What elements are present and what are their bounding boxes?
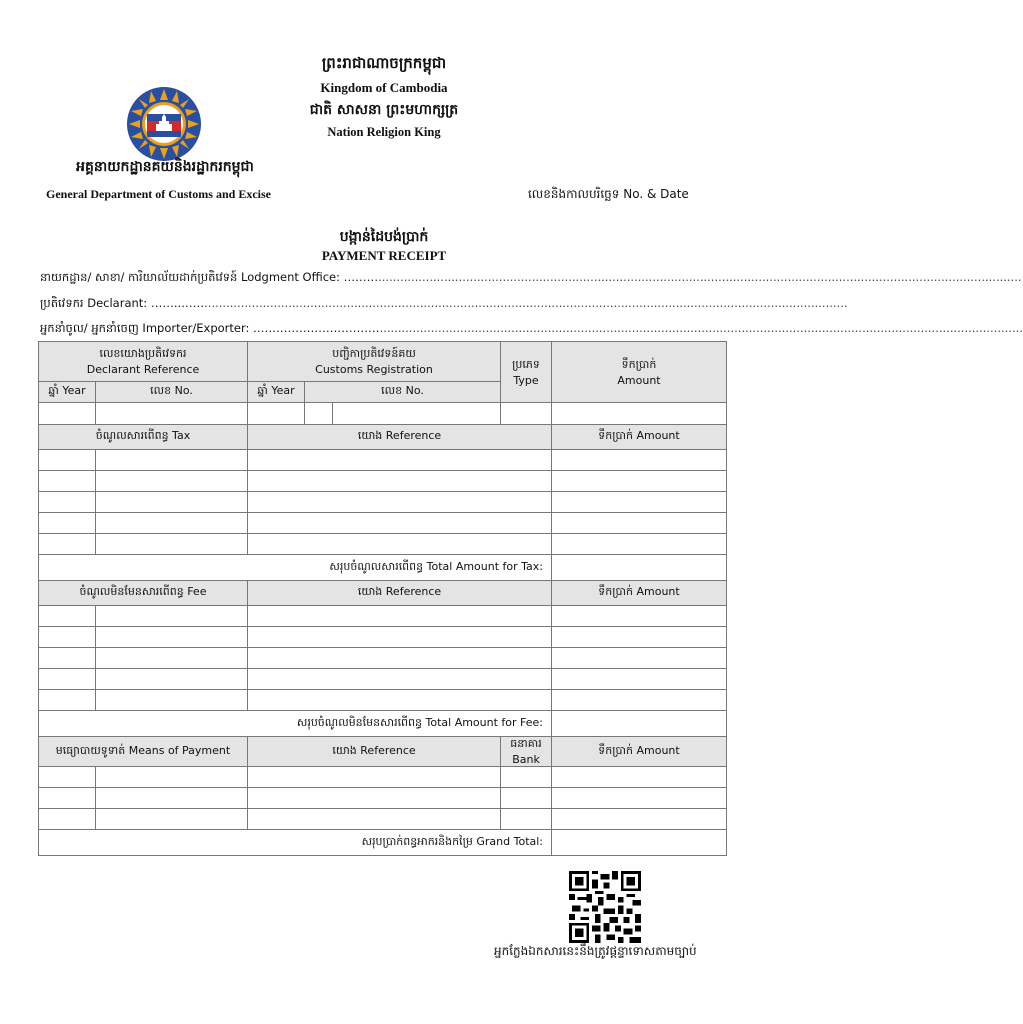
payment-row-detail[interactable] bbox=[96, 767, 248, 788]
means-of-payment-header: មធ្យោបាយទូទាត់ Means of Payment bbox=[39, 737, 248, 767]
tax-row-reference[interactable] bbox=[248, 492, 552, 513]
fee-row-amount[interactable] bbox=[552, 669, 727, 690]
tax-reference-header: យោង Reference bbox=[248, 425, 552, 450]
fee-amount-header: ទឹកប្រាក់ Amount bbox=[552, 581, 727, 606]
lodgment-office-label: នាយកដ្ឋាន/ សាខា/ ការិយាល័យដាក់ប្រតិវេទន៍ Lodgment Office: ……… bbox=[40, 270, 379, 284]
receipt-title-khmer: បង្កាន់ដៃបង់ប្រាក់ bbox=[339, 229, 429, 245]
motto-khmer: ជាតិ សាសនា ព្រះមហាក្សត្រ bbox=[309, 102, 459, 118]
payment-row-bank[interactable] bbox=[501, 809, 552, 830]
payment-row-reference[interactable] bbox=[248, 788, 501, 809]
registration-number-header: លេខ No. bbox=[305, 382, 501, 403]
fee-row-reference[interactable] bbox=[248, 627, 552, 648]
fee-row-reference[interactable] bbox=[248, 606, 552, 627]
registration-number-cell-b[interactable] bbox=[333, 403, 501, 425]
motto-english: Nation Religion King bbox=[327, 125, 441, 139]
fee-row-name[interactable] bbox=[96, 669, 248, 690]
declarant-dots: ................................................................................................................................................................................ bbox=[204, 296, 848, 310]
payment-row-reference[interactable] bbox=[248, 767, 501, 788]
amount-cell[interactable] bbox=[552, 403, 727, 425]
fee-header: ចំណូលមិនមែនសារពើពន្ធ Fee bbox=[39, 581, 248, 606]
declarant-reference-khmer: លេខយោងប្រតិវេទករ bbox=[99, 347, 187, 360]
tax-row-code[interactable] bbox=[39, 492, 96, 513]
tax-row-name[interactable] bbox=[96, 492, 248, 513]
number-and-date-label: លេខនិងកាលបរិច្ឆេទ No. & Date bbox=[528, 187, 689, 201]
department-name-english: General Department of Customs and Excise bbox=[46, 187, 271, 201]
importer-exporter-field[interactable] bbox=[40, 321, 1023, 338]
payment-row-amount[interactable] bbox=[552, 788, 727, 809]
fee-row-code[interactable] bbox=[39, 690, 96, 711]
receipt-title-english: PAYMENT RECEIPT bbox=[321, 248, 447, 263]
fee-row-reference[interactable] bbox=[248, 690, 552, 711]
payment-row-bank[interactable] bbox=[501, 767, 552, 788]
tax-row-code[interactable] bbox=[39, 513, 96, 534]
fee-row-code[interactable] bbox=[39, 648, 96, 669]
fee-row-code[interactable] bbox=[39, 669, 96, 690]
tax-row-code[interactable] bbox=[39, 471, 96, 492]
amount-header bbox=[552, 342, 727, 403]
bank-header: ធនាគារ Bank bbox=[501, 737, 552, 767]
payment-row-method[interactable] bbox=[39, 788, 96, 809]
grand-total-label: សរុបប្រាក់ពន្ធអាករនិងកម្រៃ Grand Total: bbox=[39, 830, 552, 856]
declarant-reference-english: Declarant Reference bbox=[86, 363, 200, 376]
type-cell[interactable] bbox=[501, 403, 552, 425]
tax-row-amount[interactable] bbox=[552, 492, 727, 513]
fee-row-amount[interactable] bbox=[552, 627, 727, 648]
tax-header: ចំណូលសារពើពន្ធ Tax bbox=[39, 425, 248, 450]
total-tax-label: សរុបចំណូលសារពើពន្ធ Total Amount for Tax: bbox=[39, 555, 552, 581]
grand-total-value[interactable] bbox=[552, 830, 727, 856]
customs-registration-header bbox=[248, 342, 501, 382]
type-header bbox=[501, 342, 552, 403]
tax-row-name[interactable] bbox=[96, 471, 248, 492]
payment-row-bank[interactable] bbox=[501, 788, 552, 809]
kingdom-title-english: Kingdom of Cambodia bbox=[320, 80, 448, 95]
payment-reference-header: យោង Reference bbox=[248, 737, 501, 767]
declarant-number-header: លេខ No. bbox=[96, 382, 248, 403]
declarant-number-cell[interactable] bbox=[96, 403, 248, 425]
qr-code-icon bbox=[569, 871, 641, 943]
tax-row-name[interactable] bbox=[96, 513, 248, 534]
fee-row-reference[interactable] bbox=[248, 669, 552, 690]
total-fee-label: សរុបចំណូលមិនមែនសារពើពន្ធ Total Amount for Fee: bbox=[39, 711, 552, 737]
fee-row-name[interactable] bbox=[96, 627, 248, 648]
importer-exporter-dots: ................................................................................................................................................................................ bbox=[379, 321, 1023, 335]
payment-row-method[interactable] bbox=[39, 809, 96, 830]
registration-year-header: ឆ្នាំ Year bbox=[248, 382, 305, 403]
registration-year-cell[interactable] bbox=[248, 403, 305, 425]
total-fee-value[interactable] bbox=[552, 711, 727, 737]
fee-reference-header: យោង Reference bbox=[248, 581, 552, 606]
fee-row-amount[interactable] bbox=[552, 690, 727, 711]
declarant-field[interactable] bbox=[40, 296, 848, 313]
tax-row-amount[interactable] bbox=[552, 513, 727, 534]
payment-receipt-table bbox=[38, 341, 727, 856]
tax-row-reference[interactable] bbox=[248, 513, 552, 534]
payment-row-amount[interactable] bbox=[552, 809, 727, 830]
declarant-year-cell[interactable] bbox=[39, 403, 96, 425]
tax-row-amount[interactable] bbox=[552, 450, 727, 471]
declarant-reference-header bbox=[39, 342, 248, 382]
lodgment-office-field[interactable] bbox=[40, 270, 1022, 287]
amount-khmer: ទឹកប្រាក់ bbox=[621, 357, 657, 371]
fee-row-code[interactable] bbox=[39, 606, 96, 627]
tax-row-reference[interactable] bbox=[248, 534, 552, 555]
payment-amount-header: ទឹកប្រាក់ Amount bbox=[552, 737, 727, 767]
payment-row-method[interactable] bbox=[39, 767, 96, 788]
tax-amount-header: ទឹកប្រាក់ Amount bbox=[552, 425, 727, 450]
tax-row-name[interactable] bbox=[96, 450, 248, 471]
fee-row-name[interactable] bbox=[96, 690, 248, 711]
payment-row-detail[interactable] bbox=[96, 788, 248, 809]
declarant-label: ប្រតិវេទករ Declarant: ……..…… bbox=[40, 296, 205, 310]
tax-row-amount[interactable] bbox=[552, 534, 727, 555]
importer-exporter-label: អ្នកនាំចូល/ អ្នកនាំចេញ Importer/Exporter: …………………………… bbox=[40, 321, 380, 335]
customs-registration-khmer: បញ្ជិកាប្រតិវេទន៍គយ bbox=[332, 347, 416, 360]
registration-number-cell-a[interactable] bbox=[305, 403, 333, 425]
type-khmer: ប្រភេទ bbox=[512, 357, 540, 371]
payment-row-reference[interactable] bbox=[248, 809, 501, 830]
tax-row-reference[interactable] bbox=[248, 471, 552, 492]
tax-row-reference[interactable] bbox=[248, 450, 552, 471]
customs-logo bbox=[126, 86, 202, 162]
department-name-khmer: អគ្គនាយកដ្ឋានគយនិងរដ្ឋាករកម្ពុជា bbox=[76, 159, 254, 175]
fee-row-code[interactable] bbox=[39, 627, 96, 648]
customs-registration-english: Customs Registration bbox=[315, 363, 433, 376]
total-tax-value[interactable] bbox=[552, 555, 727, 581]
tax-row-amount[interactable] bbox=[552, 471, 727, 492]
fee-row-reference[interactable] bbox=[248, 648, 552, 669]
lodgment-office-dots: ................................................................................................................................................................................ bbox=[378, 270, 1022, 284]
fee-row-amount[interactable] bbox=[552, 648, 727, 669]
fee-row-amount[interactable] bbox=[552, 606, 727, 627]
payment-row-detail[interactable] bbox=[96, 809, 248, 830]
fee-row-name[interactable] bbox=[96, 648, 248, 669]
payment-row-amount[interactable] bbox=[552, 767, 727, 788]
fee-row-name[interactable] bbox=[96, 606, 248, 627]
type-english: Type bbox=[513, 373, 539, 387]
tax-row-name[interactable] bbox=[96, 534, 248, 555]
kingdom-title-khmer: ព្រះរាជាណាចក្រកម្ពុជា bbox=[321, 54, 447, 72]
forgery-warning: អ្នកក្លែងឯកសារនេះនឹងត្រូវផ្តន្ទាទោសតាមច្បាប់ bbox=[494, 944, 697, 958]
amount-english: Amount bbox=[617, 373, 661, 387]
tax-row-code[interactable] bbox=[39, 450, 96, 471]
tax-row-code[interactable] bbox=[39, 534, 96, 555]
declarant-year-header: ឆ្នាំ Year bbox=[39, 382, 96, 403]
